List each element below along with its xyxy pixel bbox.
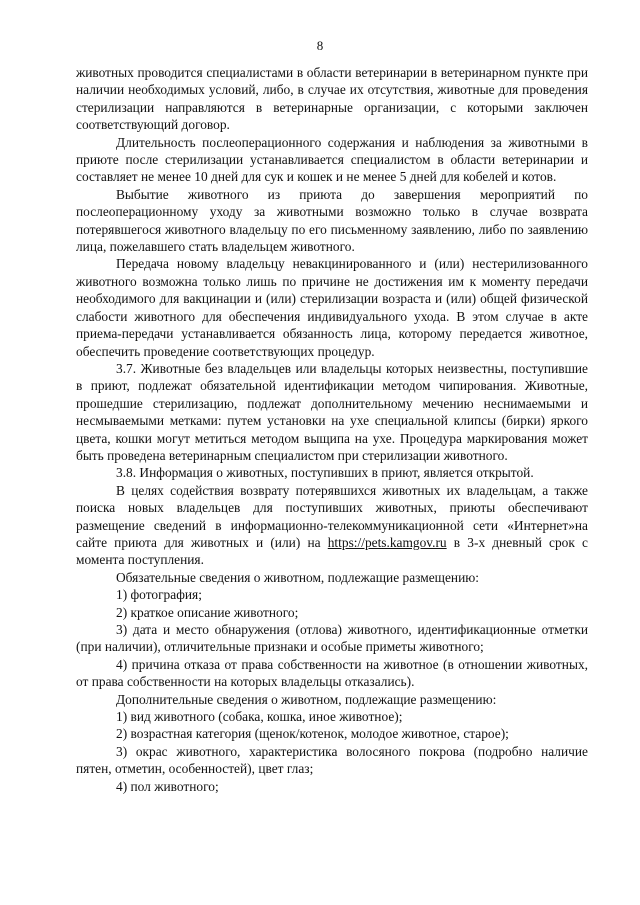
list-item: 2) возрастная категория (щенок/котенок, молодое животное, старое); <box>116 726 509 742</box>
list-item: 4) пол животного; <box>116 778 219 794</box>
document-body <box>76 64 588 795</box>
paragraph-section-3-8: 3.8. Информация о животных, поступивших в приют, является открытой. <box>116 465 534 481</box>
paragraph-text: в 3-х дневный срок с момента поступления. <box>76 534 588 568</box>
paragraph-internet-publication <box>76 482 588 569</box>
paragraph: Выбытие животного из приюта до завершения мероприятий по послеоперационному уходу за животными возможно только в случае возврата потерявшегося животного владельцу по его письменному заявлению, либо по заявлению лица, пожелавшего стать владельцем животного. <box>76 186 588 255</box>
paragraph: Передача новому владельцу невакцинированного и (или) нестерилизованного животного возможна только лишь по причине не достижения им к моменту передачи необходимого для вакцинации и (или) стерилизации возраста и (или) общей физической слабости животного для обеспечения индивидуального ухода. В этом случае в акте приема-передачи устанавливается обязанность лица, которому передается животное, обеспечить проведение соответствующих процедур. <box>76 256 588 359</box>
list-item: 2) краткое описание животного; <box>116 604 299 620</box>
paragraph-section-3-7: 3.7. Животные без владельцев или владельцы которых неизвестны, поступившие в приют, подлежат обязательной идентификации методом чипирования. Животные, прошедшие стерилизацию, подлежат дополнительному мечению неснимаемыми и несмываемыми метками: путем установки на ухе специальной клипсы (бирки) яркого цвета, кошки могут метиться методом выщипа на ухе. Процедура маркирования может быть проведена ветеринарным специалистом при стерилизации животного. <box>76 360 588 463</box>
list-item: 4) причина отказа от права собственности на животное (в отношении животных, от права собственности на которых владельцы отказались). <box>76 656 588 690</box>
paragraph-text: В целях содействия возврату потерявшихся животных их владельцам, а также поиска новых владельцев для поступивших животных, приюты обеспечивают размещение сведений в информационно-телекоммуникационной сети «Интернет»на сайте приюта для животных и (или) на <box>76 482 588 550</box>
list-item: 1) вид животного (собака, кошка, иное животное); <box>116 709 403 725</box>
list-item: 3) дата и место обнаружения (отлова) животного, идентификационные отметки (при наличии), отличительные признаки и особые приметы животного; <box>76 622 588 655</box>
page-number: 8 <box>316 38 324 53</box>
list-heading-mandatory: Обязательные сведения о животном, подлежащие размещению: <box>116 569 479 585</box>
paragraph: Длительность послеоперационного содержания и наблюдения за животными в приюте после стерилизации устанавливается специалистом в области ветеринарии и составляет не менее 10 дней для сук и кошек и не менее 5 дней для кобелей и котов. <box>76 134 588 185</box>
paragraph: животных проводится специалистами в области ветеринарии в ветеринарном пункте при наличии необходимых условий, либо, в случае их отсутствия, животные для проведения стерилизации направляются в ветеринарные организации, с которыми заключен соответствующий договор. <box>76 65 588 133</box>
pets-site-link[interactable]: https://pets.kamgov.ru <box>327 534 447 550</box>
list-item: 3) окрас животного, характеристика волосяного покрова (подробно наличие пятен, отметин, особенностей), цвет глаз; <box>76 743 588 777</box>
list-item: 1) фотография; <box>116 587 202 603</box>
list-heading-additional: Дополнительные сведения о животном, подлежащие размещению: <box>116 691 497 707</box>
